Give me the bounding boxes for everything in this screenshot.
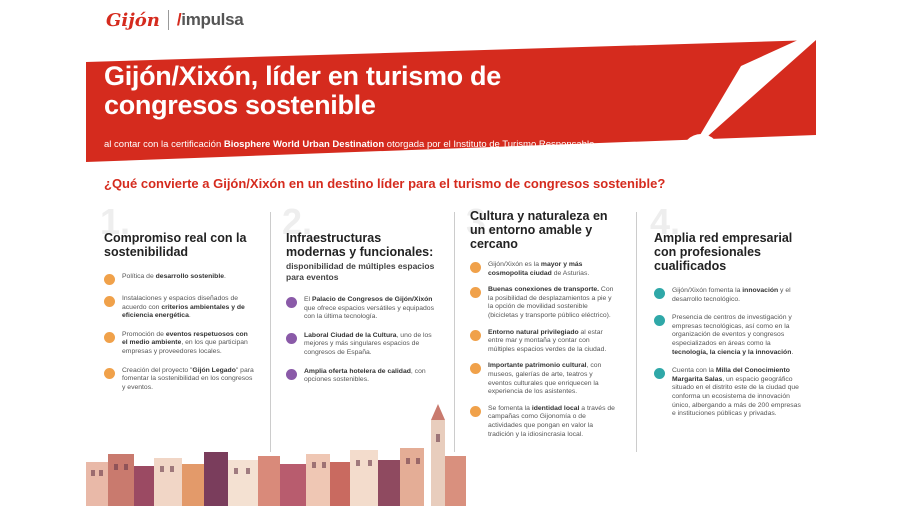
museum-icon [470, 363, 481, 374]
section-question: ¿Qué convierte a Gijón/Xixón en un destino líder para el turismo de congresos sostenible? [104, 176, 666, 191]
item-text: Instalaciones y espacios diseñados de acuerdo con criterios ambientales y de eficiencia energética. [122, 295, 245, 320]
column-heading: Infraestructuras modernas y funcionales: [286, 231, 434, 259]
flag-icon [104, 368, 115, 379]
item-text: Amplia oferta hotelera de calidad, con opciones sostenibles. [304, 367, 426, 384]
item-text: El Palacio de Congresos de Gijón/Xixón que ofrece espacios versátiles y equipados con la última tecnología. [304, 296, 434, 321]
hall-icon [286, 297, 297, 308]
item-text: Creación del proyecto "Gijón Legado" para fomentar la sostenibilidad en los congresos y eventos. [122, 366, 254, 391]
list-item [104, 295, 254, 321]
item-text: Promoción de eventos respetuosos con el medio ambiente, en los que participan empresas y proveedores locales. [122, 330, 248, 355]
logo-separator [168, 10, 169, 30]
column-item-list [470, 261, 616, 439]
column-heading: Amplia red empresarial con profesionales cualificados [654, 231, 793, 273]
city-skyline-illustration [86, 404, 466, 506]
location-icon [654, 368, 665, 379]
list-item [470, 362, 616, 396]
column-number: 3. [466, 201, 497, 242]
impulsa-logo: /impulsa [176, 10, 244, 29]
item-text: Se fomenta la identidad local a través de campañas como Gijonomía o de actividades que pongan en valor la tradición y la idiosincrasia local. [488, 404, 615, 438]
mountain-icon [470, 330, 481, 341]
item-text: Política de desarrollo sostenible. [122, 273, 226, 280]
item-text: Entorno natural privilegiado al estar entre mar y montaña y contar con múltiples espacios verdes de la ciudad. [488, 328, 607, 353]
item-text: Gijón/Xixón es la mayor y más cosmopolita ciudad de Asturias. [488, 261, 590, 277]
column-culture-nature [466, 201, 616, 447]
list-item [654, 314, 806, 357]
chip-icon [654, 288, 665, 299]
building-icon [104, 296, 115, 307]
column-commitment [100, 201, 254, 402]
network-icon [654, 315, 665, 326]
item-text: Presencia de centros de investigación y empresas tecnológicas, así como en la organización de eventos y congresos especializados en áreas como la tecnología, la ciencia y la innovación. [672, 314, 794, 356]
list-item [286, 368, 438, 385]
landmark-icon [286, 333, 297, 344]
column-item-list [654, 287, 806, 419]
leaf-icon [104, 274, 115, 285]
page-title: Gijón/Xixón, líder en turismo de congresos sostenible [104, 61, 501, 120]
column-number: 4. [650, 201, 681, 242]
column-business-network [650, 201, 806, 429]
list-item [470, 329, 616, 355]
column-heading: Compromiso real con la sostenibilidad [104, 231, 247, 259]
column-infrastructure [282, 201, 438, 395]
item-text: Buenas conexiones de transporte. Con la posibilidad de desplazamientos a pie y la opción de movilidad sostenible (bicicletas y transporte público eléctrico). [488, 286, 614, 319]
list-item [104, 331, 254, 357]
list-item [104, 367, 254, 393]
column-item-list [104, 273, 254, 392]
header-logos [106, 8, 243, 32]
bus-icon [470, 287, 481, 298]
list-item [470, 286, 616, 320]
column-divider [636, 212, 637, 452]
gijon-logo: Gijón [106, 9, 160, 31]
list-item [470, 405, 616, 439]
column-number: 2. [282, 201, 313, 242]
bulb-icon [104, 332, 115, 343]
heart-icon [470, 406, 481, 417]
item-text: Importante patrimonio cultural, con museos, galerías de arte, teatros y eventos culturales que enriquecen la experiencia de los asistentes. [488, 362, 602, 396]
hotel-icon [286, 369, 297, 380]
list-item [654, 367, 806, 419]
list-item [104, 273, 254, 285]
column-number: 1. [100, 201, 131, 242]
column-item-list [286, 296, 438, 385]
list-item [470, 261, 616, 278]
infographic-page [86, 0, 816, 506]
column-heading: Cultura y naturaleza en un entorno amable y cercano [470, 209, 608, 251]
city-icon [470, 262, 481, 273]
column-subheading: disponibilidad de múltiples espacios para eventos [286, 261, 435, 282]
item-text: Laboral Ciudad de la Cultura, uno de los mejores y más singulares espacios de congresos de España. [304, 331, 432, 356]
item-text: Cuenta con la Milla del Conocimiento Margarita Salas, un espacio geográfico situado en el distrito este de la ciudad que conforma un ecosistema de innovación único, albergando a más de 200 empresas e instituciones públicas y privadas. [672, 367, 801, 418]
page-subtitle: al contar con la certificación Biosphere World Urban Destination otorgada por el Instituto de Turismo Responsable. [104, 139, 597, 150]
list-item [286, 296, 438, 322]
list-item [286, 332, 438, 358]
item-text: Gijón/Xixón fomenta la innovación y el desarrollo tecnológico. [672, 287, 791, 303]
list-item [654, 287, 806, 304]
